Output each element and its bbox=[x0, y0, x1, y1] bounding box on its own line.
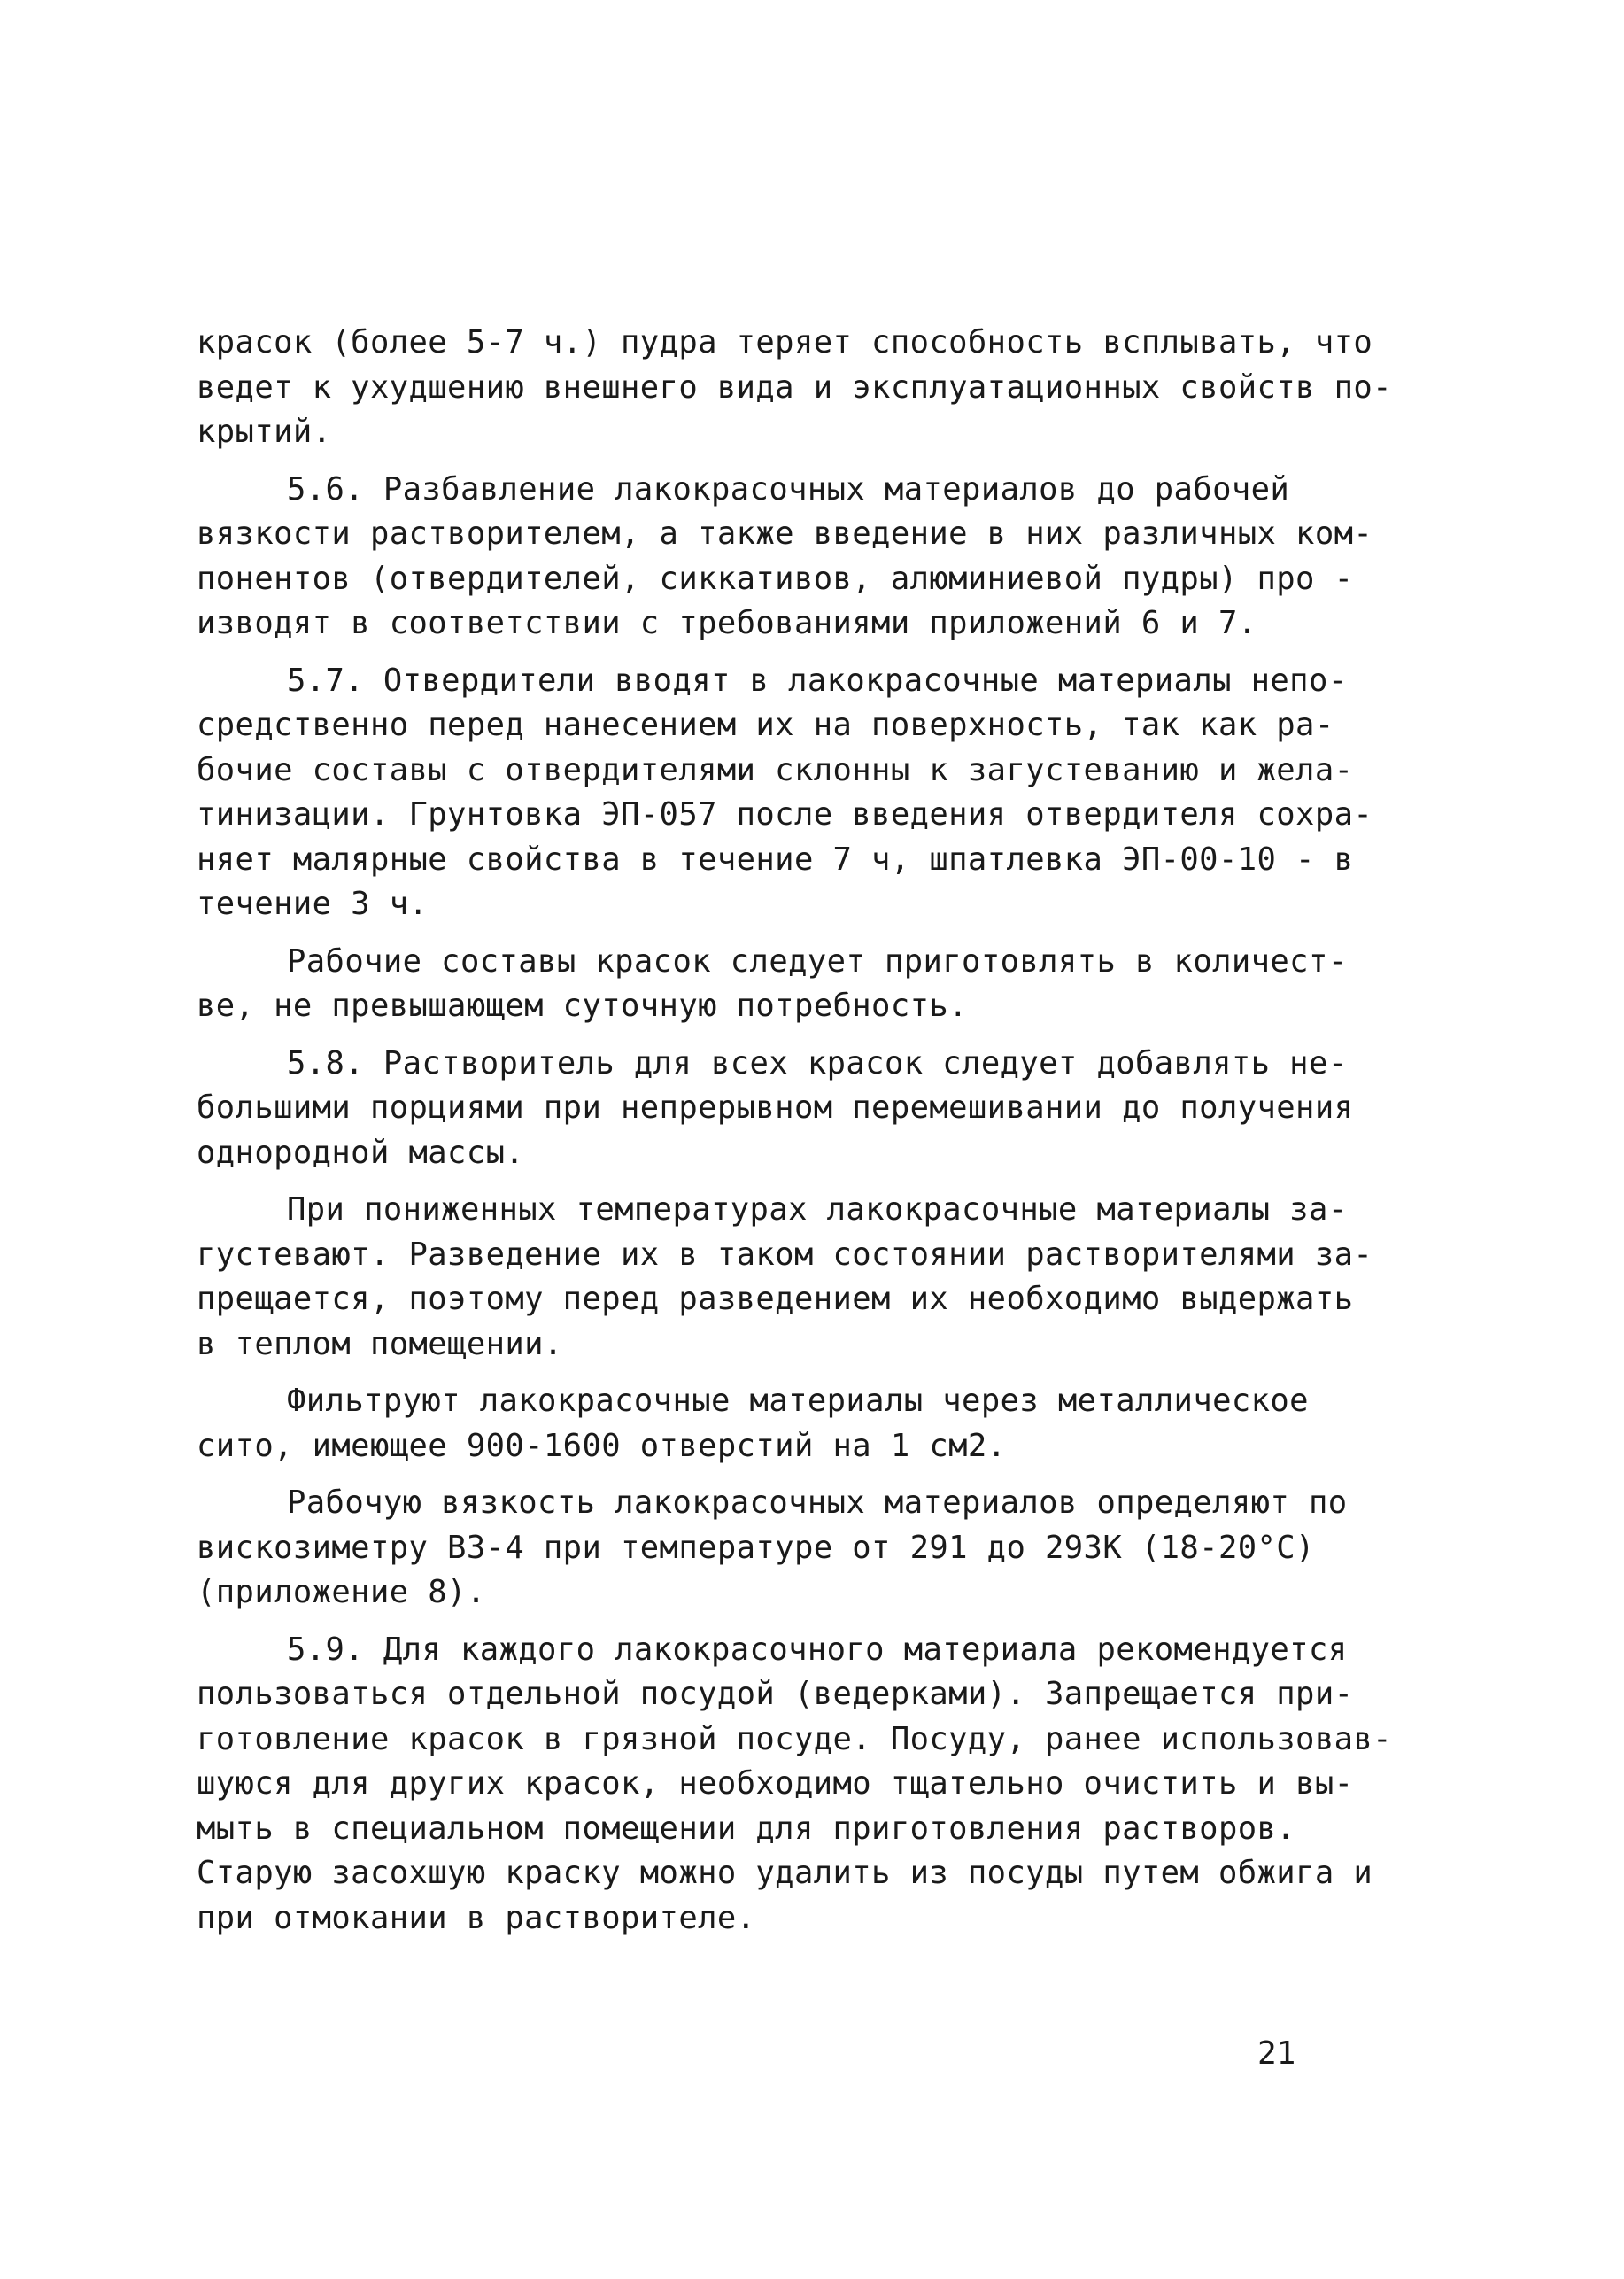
text-line: в теплом помещении. bbox=[197, 1325, 563, 1362]
text-line: при отмокании в растворителе. bbox=[197, 1899, 756, 1936]
text-line: вискозиметру ВЗ-4 при температуре от 291 до 293К (18-20°С) bbox=[197, 1529, 1315, 1566]
text-line: крытий. bbox=[197, 414, 332, 450]
paragraph-work-compositions bbox=[197, 940, 1348, 1029]
text-line: няет малярные свойства в течение 7 ч, шпатлевка ЭП-00-10 - в bbox=[197, 841, 1354, 878]
paragraph-5-7 bbox=[197, 659, 1373, 927]
paragraph-filtering bbox=[197, 1379, 1309, 1469]
text-line: прещается, поэтому перед разведением их необходимо выдержать bbox=[197, 1281, 1354, 1317]
text-line: готовление красок в грязной посуде. Посуду, ранее использовав- bbox=[197, 1720, 1392, 1757]
text-line: ве, не превышающем суточную потребность. bbox=[197, 988, 968, 1024]
text-line: 5.8. Растворитель для всех красок следует добавлять не- bbox=[287, 1044, 1348, 1081]
paragraph-continuation bbox=[197, 321, 1392, 455]
text-line: Фильтруют лакокрасочные материалы через металлическое bbox=[287, 1383, 1309, 1419]
text-line: вязкости растворителем, а также введение в них различных ком- bbox=[197, 515, 1373, 552]
text-line: пользоваться отдельной посудой (ведерками). Запрещается при- bbox=[197, 1676, 1354, 1712]
text-line: шуюся для других красок, необходимо тщательно очистить и вы- bbox=[197, 1765, 1354, 1802]
text-line: средственно перед нанесением их на поверхность, так как ра- bbox=[197, 707, 1334, 743]
text-line: красок (более 5-7 ч.) пудра теряет способность всплывать, что bbox=[197, 324, 1373, 360]
paragraph-viscosity bbox=[197, 1481, 1348, 1616]
text-line: бочие составы с отвердителями склонны к загустеванию и жела- bbox=[197, 751, 1354, 788]
text-line: тинизации. Грунтовка ЭП-057 после введения отвердителя сохра- bbox=[197, 796, 1373, 833]
text-line: большими порциями при непрерывном перемешивании до получения bbox=[197, 1089, 1354, 1126]
paragraph-low-temperature bbox=[197, 1188, 1373, 1367]
text-line: 5.6. Разбавление лакокрасочных материалов до рабочей bbox=[287, 470, 1290, 508]
text-line: течение 3 ч. bbox=[197, 886, 429, 922]
text-line: понентов (отвердителей, сиккативов, алюминиевой пудры) про - bbox=[197, 560, 1354, 597]
paragraph-5-9 bbox=[197, 1628, 1392, 1942]
text-line: 5.9. Для каждого лакокрасочного материала рекомендуется bbox=[287, 1631, 1348, 1668]
text-line: (приложение 8). bbox=[197, 1574, 486, 1610]
text-line: Старую засохшую краску можно удалить из посуды путем обжига и bbox=[197, 1855, 1373, 1891]
page-number: 21 bbox=[1257, 2035, 1296, 2072]
text-line: Рабочую вязкость лакокрасочных материалов определяют по bbox=[287, 1484, 1348, 1521]
text-line: мыть в специальном помещении для приготовления растворов. bbox=[197, 1810, 1296, 1847]
text-line: однородной массы. bbox=[197, 1134, 525, 1171]
text-line: ведет к ухудшению внешнего вида и эксплуатационных свойств по- bbox=[197, 368, 1392, 406]
paragraph-5-6 bbox=[197, 468, 1373, 647]
text-line: густевают. Разведение их в таком состоянии растворителями за- bbox=[197, 1236, 1373, 1273]
text-line: сито, имеющее 900-1600 отверстий на 1 см2. bbox=[197, 1427, 1007, 1464]
text-line: изводят в соответствии с требованиями приложений 6 и 7. bbox=[197, 605, 1257, 641]
text-line: Рабочие составы красок следует приготовлять в количест- bbox=[287, 942, 1348, 980]
text-line: При пониженных температурах лакокрасочные материалы за- bbox=[287, 1191, 1348, 1228]
paragraph-5-8 bbox=[197, 1042, 1354, 1176]
body-text bbox=[197, 321, 1392, 1953]
text-line: 5.7. Отвердители вводят в лакокрасочные материалы непо- bbox=[287, 662, 1348, 699]
